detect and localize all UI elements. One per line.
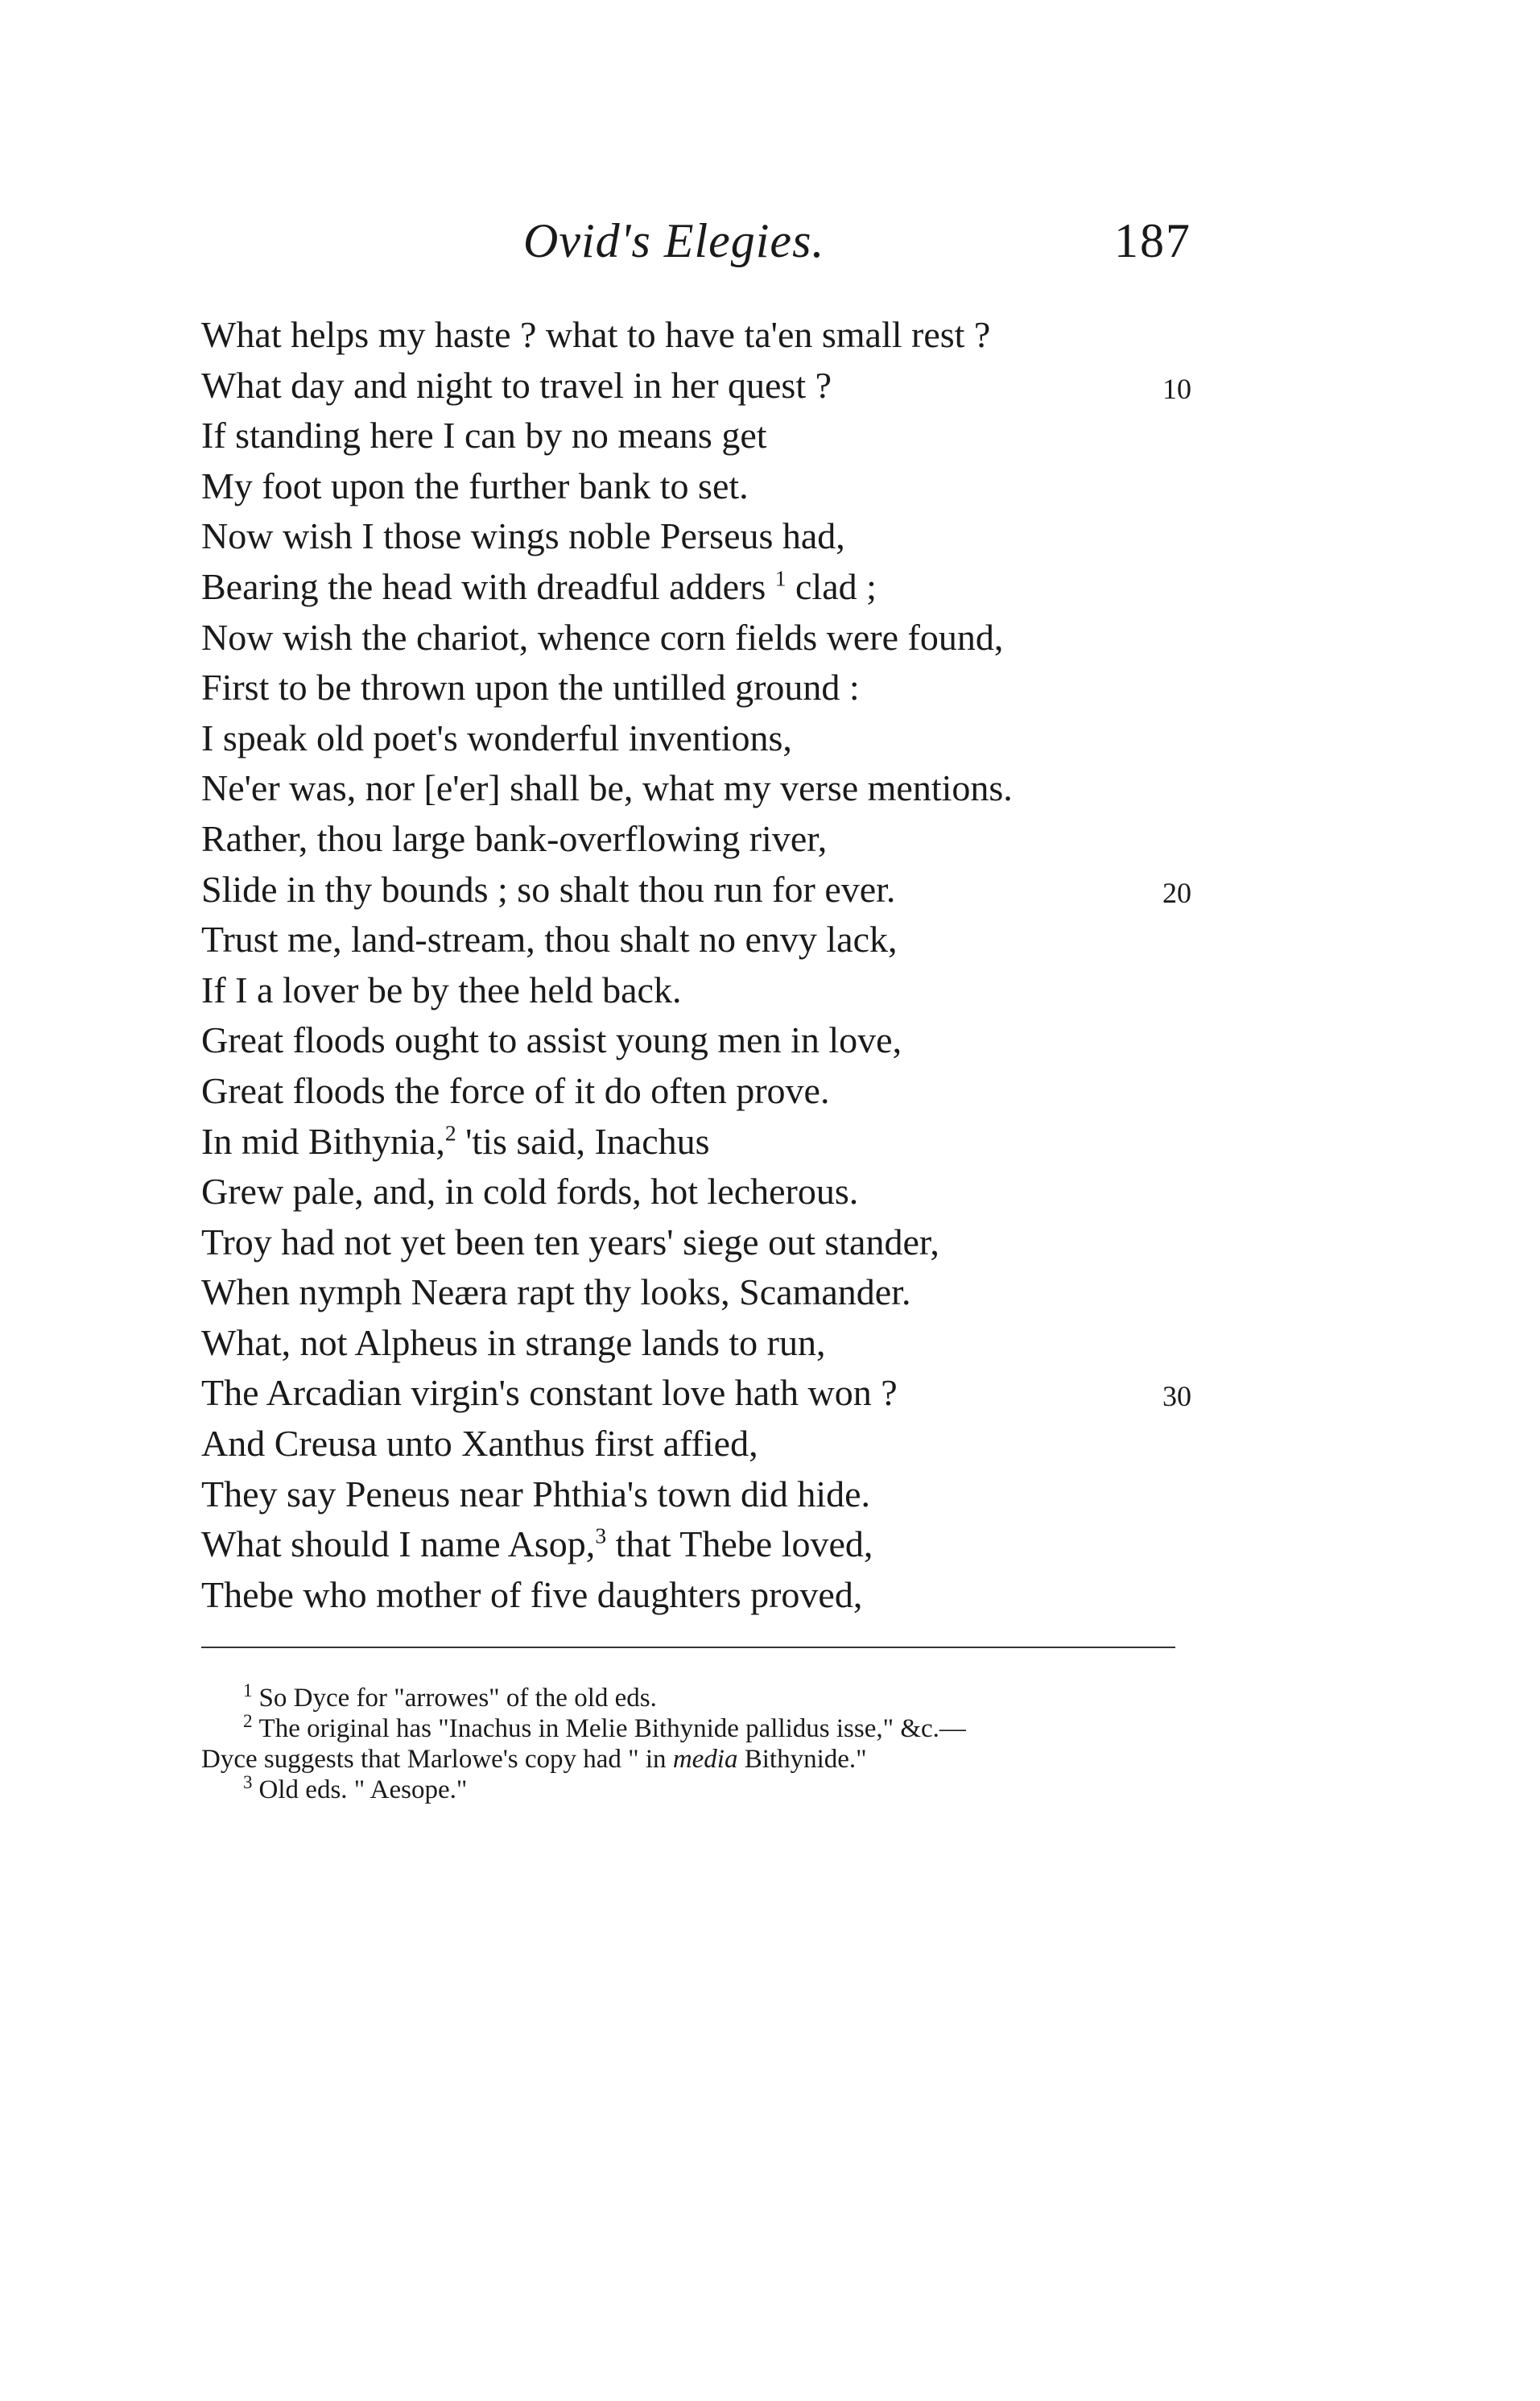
verse-text: Slide in thy bounds ; so shalt thou run for ever. [201, 868, 896, 910]
footnote-text: Bithynide." [737, 1745, 867, 1774]
verse-line-text [201, 767, 1013, 808]
verse-line-text [201, 667, 860, 708]
verse-text: clad ; [786, 565, 877, 607]
verse-text: 'tis said, Inachus [456, 1120, 710, 1162]
verse-line-text [201, 1171, 858, 1212]
verse-line [201, 1318, 1191, 1369]
verse-line-text [201, 1372, 898, 1413]
verse-line [201, 1015, 1191, 1066]
running-title: Ovid's Elegies. [523, 214, 825, 267]
footnote-ref: 2 [444, 1120, 456, 1146]
verse-line [201, 814, 1191, 865]
verse-text: Ne'er was, nor [e'er] shall be, what my verse mentions. [201, 767, 1013, 809]
verse-line [201, 310, 1191, 361]
verse-line-text [201, 617, 1003, 658]
verse-line-text [201, 314, 990, 355]
verse-text: Troy had not yet been ten years' siege out stander, [201, 1221, 939, 1262]
verse-text: The Arcadian virgin's constant love hath won ? [201, 1372, 898, 1414]
verse-text: My foot upon the further bank to set. [201, 465, 749, 506]
verse-text: What helps my haste ? what to have ta'en small rest ? [201, 314, 991, 355]
verse-line-text [201, 1523, 873, 1564]
verse-text: What, not Alpheus in strange lands to run, [201, 1321, 826, 1363]
footnote-ref: 1 [774, 565, 787, 591]
verse-line-text [201, 1019, 902, 1060]
verse-text: First to be thrown upon the untilled ground : [201, 667, 860, 709]
footnote-1 [201, 1680, 1199, 1713]
verse-text: What day and night to travel in her quest ? [201, 364, 832, 406]
footnote-text: Old eds. " Aesope." [258, 1775, 468, 1804]
footnote-2 [201, 1710, 1199, 1744]
line-number: 30 [1162, 1380, 1191, 1413]
verse-line [201, 613, 1191, 663]
verse-line [201, 1217, 1191, 1268]
footnote-mark: 1 [243, 1680, 253, 1701]
verse-line [201, 1167, 1191, 1217]
verse-text: Bearing the head with dreadful adders [201, 565, 775, 607]
verse-line [201, 1066, 1191, 1117]
verse-line-text [201, 1322, 826, 1363]
page-number: 187 [1114, 214, 1191, 267]
footnote-ref: 3 [595, 1523, 607, 1548]
footnote-2-continuation [201, 1744, 1199, 1775]
verse-line [201, 1368, 1191, 1419]
verse-line [201, 511, 1191, 562]
verse-line-text [201, 1473, 870, 1515]
verse-line-text [201, 566, 877, 607]
verse-line [201, 1570, 1191, 1621]
footnotes [201, 1680, 1199, 1805]
verse-text: If standing here I can by no means get [201, 415, 767, 457]
verse-line-text [201, 1423, 758, 1464]
footnote-mark: 3 [243, 1771, 253, 1792]
verse-line-text [201, 818, 827, 859]
verse-text: Now wish the chariot, whence corn fields were found, [201, 616, 1004, 658]
footnote-text: The original has "Inachus in Melie Bithynide pallidus isse," &c.— [258, 1714, 966, 1743]
verse-line [201, 1419, 1191, 1469]
verse-line [201, 713, 1191, 764]
verse-text: What should I name Asop, [201, 1523, 596, 1565]
verse-text: If I a lover be by thee held back. [201, 969, 682, 1010]
line-number: 10 [1162, 372, 1191, 405]
verse-line [201, 1469, 1191, 1520]
verse-text: Trust me, land-stream, thou shalt no envy lack, [201, 919, 898, 961]
verse-line-text [201, 919, 898, 960]
verse-text: Great floods ought to assist young men in love, [201, 1019, 902, 1061]
verse-line [201, 411, 1191, 461]
verse-line [201, 865, 1191, 915]
verse-text: When nymph Neæra rapt thy looks, Scamander. [201, 1271, 911, 1313]
verse-line-text [201, 717, 792, 758]
verse-text: Grew pale, and, in cold fords, hot lecherous. [201, 1171, 859, 1213]
verse-line [201, 562, 1191, 613]
line-number: 20 [1162, 876, 1191, 909]
verse-line [201, 1267, 1191, 1318]
verse-line-text [201, 515, 845, 556]
page-header [201, 213, 1191, 278]
footnote-italic-word: media [672, 1745, 738, 1774]
verse-text: They say Peneus near Phthia's town did hide. [201, 1473, 871, 1515]
verse-line-text [201, 365, 832, 406]
verse-line-text [201, 1121, 710, 1162]
verse-line [201, 965, 1191, 1016]
verse-text: Great floods the force of it do often prove. [201, 1069, 830, 1111]
footnote-3 [201, 1771, 1199, 1805]
verse-text: In mid Bithynia, [201, 1120, 445, 1162]
verse-block [201, 310, 1191, 1620]
verse-line-text [201, 869, 895, 910]
verse-line [201, 1519, 1191, 1570]
verse-line-text [201, 415, 767, 456]
footnote-text: Dyce suggests that Marlowe's copy had " in [201, 1745, 673, 1774]
verse-text: Thebe who mother of five daughters proved, [201, 1573, 863, 1615]
verse-line-text [201, 1221, 939, 1262]
footnote-mark: 2 [243, 1710, 253, 1731]
verse-line [201, 763, 1191, 814]
verse-line [201, 915, 1191, 965]
verse-line [201, 1117, 1191, 1167]
verse-text: Now wish I those wings noble Perseus had, [201, 515, 845, 557]
verse-text: And Creusa unto Xanthus first affied, [201, 1423, 758, 1465]
verse-line-text [201, 969, 681, 1010]
verse-line-text [201, 1271, 910, 1312]
verse-line-text [201, 465, 749, 506]
verse-line-text [201, 1574, 862, 1615]
footnote-text: So Dyce for "arrowes" of the old eds. [258, 1684, 657, 1713]
verse-line-text [201, 1070, 829, 1111]
verse-line [201, 361, 1191, 411]
verse-text: Rather, thou large bank-overflowing river, [201, 817, 828, 859]
verse-text: that Thebe loved, [606, 1523, 873, 1565]
verse-line [201, 663, 1191, 713]
verse-text: I speak old poet's wonderful inventions, [201, 717, 792, 758]
footnote-divider [201, 1647, 1175, 1648]
verse-line [201, 461, 1191, 512]
